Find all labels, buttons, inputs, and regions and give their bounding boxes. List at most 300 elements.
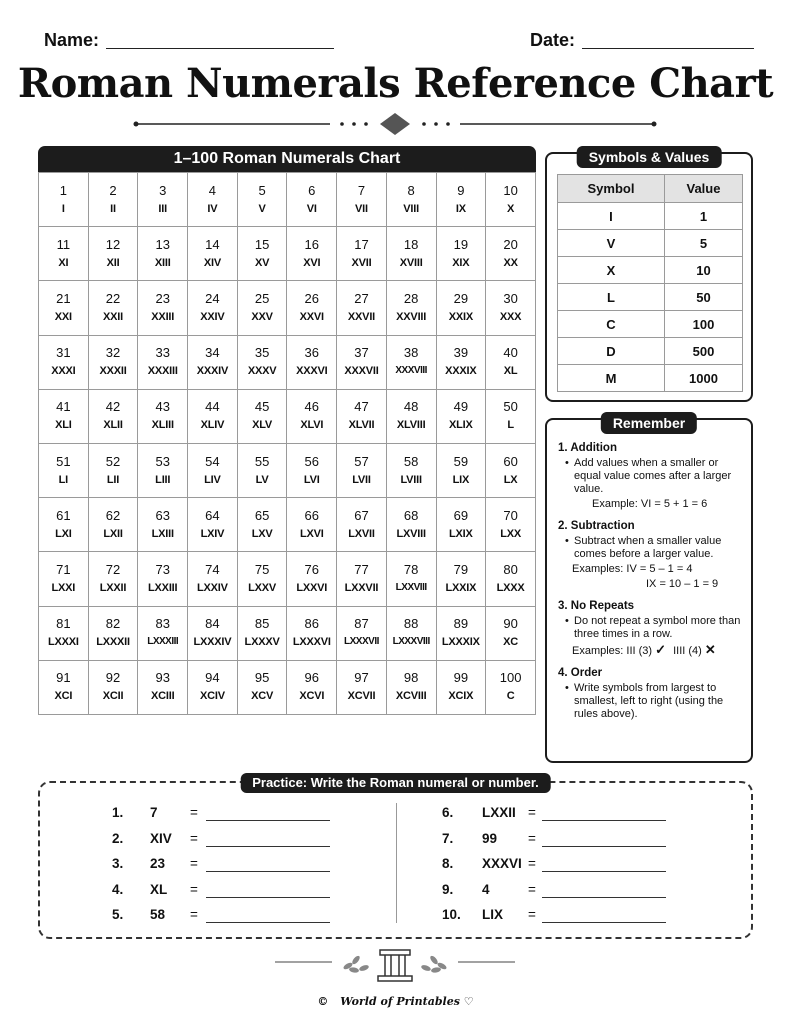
numeral-cell (486, 281, 536, 335)
grid-row (39, 498, 536, 552)
date-field[interactable] (582, 48, 754, 49)
numeral-cell (237, 552, 287, 606)
arabic-number: 22 (105, 290, 121, 306)
numeral-cell (138, 281, 188, 335)
symbol-row (558, 230, 743, 257)
arabic-number: 68 (403, 507, 419, 523)
value-cell: 5 (664, 230, 742, 257)
rule-heading: 1. Addition (558, 442, 617, 454)
roman-numeral: XXXII (99, 365, 127, 378)
name-label: Name: (44, 30, 100, 50)
roman-numeral: XXIX (448, 310, 473, 323)
grid-row (39, 443, 536, 497)
equals-sign: = (190, 881, 198, 897)
roman-numeral: LXXVII (344, 581, 379, 594)
practice-item (442, 856, 742, 882)
arabic-number: 61 (56, 507, 71, 523)
roman-numeral: XLVII (348, 419, 375, 432)
practice-question: LXXII (482, 805, 516, 820)
cross-icon: ✕ (704, 642, 716, 657)
numeral-cell (386, 335, 436, 389)
arabic-number: 31 (56, 345, 71, 361)
numeral-cell (436, 335, 486, 389)
numeral-cell (337, 173, 387, 227)
roman-numeral: LXXVIII (395, 581, 427, 593)
date-label: Date: (530, 30, 576, 50)
numeral-cell (337, 606, 387, 660)
roman-numeral: XI (58, 256, 69, 269)
numeral-cell (237, 443, 287, 497)
roman-numeral: XXXVI (296, 365, 328, 378)
roman-numeral: LVII (352, 473, 371, 486)
roman-numeral: XLI (55, 419, 72, 432)
roman-numeral: XXV (251, 310, 273, 323)
rule-text: • Subtract when a smaller value comes before a larger value. (558, 535, 748, 561)
numeral-cell (287, 335, 337, 389)
rule-example (558, 643, 748, 658)
symbol-row (558, 203, 743, 230)
roman-numeral: XV (254, 256, 270, 269)
numeral-cell (39, 335, 89, 389)
arabic-number: 97 (354, 670, 369, 686)
numeral-cell (337, 281, 387, 335)
roman-numeral: LIII (155, 473, 171, 486)
practice-number: 3. (112, 856, 124, 871)
practice-number: 1. (112, 805, 124, 820)
arabic-number: 54 (205, 453, 220, 469)
practice-question: XXXVI (482, 856, 522, 871)
symbol-cell: L (558, 284, 665, 311)
numeral-cell (337, 498, 387, 552)
numeral-cell (138, 443, 188, 497)
numeral-cell (386, 389, 436, 443)
numeral-cell (237, 606, 287, 660)
practice-question: 99 (482, 830, 498, 846)
numeral-cell (188, 173, 238, 227)
numeral-cell (188, 660, 238, 714)
numeral-cell (39, 660, 89, 714)
arabic-number: 41 (56, 399, 71, 415)
numeral-cell (436, 173, 486, 227)
roman-numeral: LXXIX (445, 581, 477, 594)
practice-question: 4 (482, 881, 490, 897)
practice-item (442, 831, 742, 857)
equals-sign: = (528, 881, 536, 897)
arabic-number: 60 (503, 453, 518, 469)
numeral-cell (436, 606, 486, 660)
grid-row (39, 660, 536, 714)
numeral-cell (436, 498, 486, 552)
roman-numeral: IV (207, 202, 218, 215)
arabic-number: 58 (403, 453, 419, 469)
numeral-cell (39, 552, 89, 606)
arabic-number: 16 (304, 236, 320, 252)
arabic-number: 77 (354, 561, 369, 577)
arabic-number: 89 (453, 616, 469, 632)
equals-sign: = (528, 856, 536, 871)
arabic-number: 76 (304, 561, 320, 577)
arabic-number: 10 (503, 182, 518, 198)
roman-numeral: XLIX (449, 419, 473, 432)
arabic-number: 51 (56, 453, 71, 469)
arabic-number: 48 (403, 399, 419, 415)
roman-numeral: XXIII (151, 310, 175, 323)
numeral-cell (188, 552, 238, 606)
arabic-number: 20 (503, 236, 518, 252)
roman-numeral: LXXI (51, 581, 76, 594)
numeral-cell (237, 281, 287, 335)
arabic-number: 53 (155, 453, 170, 469)
arabic-number: 49 (453, 399, 469, 415)
symbol-row (558, 284, 743, 311)
value-cell: 10 (664, 257, 742, 284)
roman-numeral: XVIII (399, 256, 423, 269)
rule-heading: 2. Subtraction (558, 520, 635, 532)
practice-number: 4. (112, 881, 124, 897)
numeral-cell (436, 443, 486, 497)
symbol-cell: M (558, 365, 665, 392)
numeral-cell (188, 443, 238, 497)
symbol-cell: I (558, 203, 665, 230)
roman-numeral: XCI (54, 690, 73, 703)
roman-numeral: LXII (103, 527, 123, 540)
footer-brand (0, 995, 791, 1008)
arabic-number: 9 (457, 182, 465, 198)
arabic-number: 28 (403, 290, 419, 306)
practice-number: 8. (442, 856, 454, 871)
arabic-number: 40 (503, 345, 518, 361)
arabic-number: 17 (354, 236, 369, 252)
roman-numeral: LXXX (496, 581, 525, 594)
numeral-cell (337, 335, 387, 389)
arabic-number: 44 (205, 399, 220, 415)
practice-item (442, 805, 742, 831)
value-cell: 100 (664, 311, 742, 338)
arabic-number: 50 (503, 399, 518, 415)
arabic-number: 14 (205, 236, 220, 252)
practice-question: XL (150, 881, 168, 897)
numeral-cell (188, 389, 238, 443)
practice-item (112, 856, 412, 882)
numeral-cell (287, 443, 337, 497)
arabic-number: 47 (354, 399, 369, 415)
arabic-number: 79 (453, 561, 469, 577)
roman-numeral: LXXXII (96, 636, 130, 649)
arabic-number: 3 (159, 182, 167, 198)
answer-field[interactable] (542, 871, 666, 872)
numeral-cell (138, 173, 188, 227)
numeral-cell (138, 227, 188, 281)
arabic-number: 12 (105, 236, 121, 252)
title-ornament (130, 112, 660, 136)
numeral-cell (386, 660, 436, 714)
answer-field[interactable] (206, 897, 330, 898)
numeral-cell (237, 660, 287, 714)
roman-numeral: XLVI (300, 419, 324, 432)
arabic-number: 19 (453, 236, 469, 252)
numerals-grid (38, 172, 536, 715)
numeral-cell (88, 443, 138, 497)
brand-name: World of Printables (340, 995, 460, 1008)
numeral-cell (39, 389, 89, 443)
numeral-cell (386, 498, 436, 552)
roman-numeral: LXIV (200, 527, 225, 540)
roman-numeral: XXVI (299, 310, 324, 323)
symbol-cell: D (558, 338, 665, 365)
numeral-cell (436, 660, 486, 714)
roman-numeral: XXI (54, 310, 72, 323)
numeral-cell (88, 660, 138, 714)
arabic-number: 69 (453, 507, 469, 523)
roman-numeral: LXVIII (396, 527, 426, 540)
roman-numeral: C (506, 690, 515, 703)
arabic-number: 84 (205, 616, 220, 632)
arabic-number: 25 (254, 290, 270, 306)
roman-numeral: XIII (154, 256, 171, 269)
roman-numeral: XXXI (51, 365, 76, 378)
arabic-number: 33 (155, 345, 170, 361)
practice-item (112, 882, 412, 908)
roman-numeral: LXXXV (244, 636, 280, 649)
example-incorrect: IIII (4) (673, 645, 702, 657)
numeral-cell (138, 606, 188, 660)
numeral-cell (237, 227, 287, 281)
rule-example: Examples: IV = 5 – 1 = 4 (572, 563, 693, 575)
arabic-number: 96 (304, 670, 320, 686)
numeral-cell (486, 227, 536, 281)
arabic-number: 67 (354, 507, 369, 523)
remember-panel-title: Remember (601, 412, 697, 434)
numeral-cell (337, 389, 387, 443)
equals-sign: = (528, 830, 536, 846)
arabic-number: 85 (254, 616, 270, 632)
roman-numeral: XCIV (199, 690, 225, 703)
answer-field[interactable] (206, 871, 330, 872)
rule-heading: 4. Order (558, 667, 603, 679)
roman-numeral: XXXIII (147, 365, 178, 378)
arabic-number: 5 (258, 182, 266, 198)
numeral-cell (386, 281, 436, 335)
roman-numeral: XXXV (247, 365, 277, 378)
rule-addition (558, 442, 748, 511)
roman-numeral: LXXII (99, 581, 127, 594)
column-pillar-icon (270, 946, 520, 986)
numeral-cell (188, 335, 238, 389)
roman-numeral: V (258, 202, 266, 215)
roman-numeral: LXXXIX (441, 636, 480, 649)
answer-field[interactable] (206, 922, 330, 923)
arabic-number: 94 (205, 670, 220, 686)
answer-field[interactable] (206, 820, 330, 821)
arabic-number: 30 (503, 290, 518, 306)
roman-numeral: XCVIII (395, 690, 427, 703)
roman-numeral: LXXXVIII (392, 636, 430, 648)
practice-question: 58 (150, 907, 166, 922)
roman-numeral: I (61, 202, 65, 215)
numeral-cell (287, 389, 337, 443)
grid-row (39, 335, 536, 389)
numeral-cell (486, 606, 536, 660)
roman-numeral: XXXVII (344, 365, 379, 378)
arabic-number: 91 (56, 670, 71, 686)
arabic-number: 4 (208, 182, 217, 198)
roman-numeral: VII (355, 202, 368, 215)
practice-number: 9. (442, 881, 454, 897)
roman-numeral: XIX (452, 256, 470, 269)
numeral-cell (287, 498, 337, 552)
answer-field[interactable] (542, 820, 666, 821)
numeral-cell (138, 660, 188, 714)
arabic-number: 92 (105, 670, 121, 686)
roman-numeral: LXXXI (47, 636, 79, 649)
numeral-cell (287, 281, 337, 335)
roman-numeral: XVI (303, 256, 321, 269)
numeral-cell (337, 660, 387, 714)
arabic-number: 2 (109, 182, 117, 198)
arabic-number: 73 (155, 561, 170, 577)
roman-numeral: LXV (251, 527, 273, 540)
roman-numeral: XLVIII (396, 419, 426, 432)
arabic-number: 42 (105, 399, 121, 415)
arabic-number: 83 (155, 616, 170, 632)
arabic-number: 46 (304, 399, 320, 415)
rule-order (558, 667, 748, 721)
roman-numeral: III (158, 202, 167, 215)
numeral-cell (287, 606, 337, 660)
arabic-number: 65 (254, 507, 270, 523)
equals-sign: = (528, 907, 536, 922)
grid-row (39, 552, 536, 606)
roman-numeral: XCIII (150, 690, 175, 703)
numeral-cell (88, 173, 138, 227)
numeral-cell (138, 552, 188, 606)
practice-item (112, 805, 412, 831)
numeral-cell (237, 498, 287, 552)
arabic-number: 18 (403, 236, 419, 252)
remember-rules (558, 442, 748, 730)
numeral-cell (486, 389, 536, 443)
arabic-number: 27 (354, 290, 369, 306)
roman-numeral: XCV (251, 690, 274, 703)
practice-item (442, 882, 742, 908)
rule-subtraction (558, 520, 748, 591)
roman-numeral: LV (255, 473, 269, 486)
answer-field[interactable] (542, 846, 666, 847)
roman-numeral: LXI (55, 527, 72, 540)
arabic-number: 87 (354, 616, 369, 632)
practice-item (442, 907, 742, 933)
arabic-number: 32 (105, 345, 121, 361)
arabic-number: 71 (56, 561, 71, 577)
numeral-cell (138, 335, 188, 389)
numeral-cell (436, 281, 486, 335)
numeral-cell (486, 660, 536, 714)
roman-numeral: LXIII (151, 527, 174, 540)
arabic-number: 29 (453, 290, 469, 306)
arabic-number: 59 (453, 453, 469, 469)
roman-numeral: LVI (303, 473, 320, 486)
symbol-row (558, 365, 743, 392)
arabic-number: 75 (254, 561, 270, 577)
answer-field[interactable] (542, 922, 666, 923)
arabic-number: 7 (357, 182, 366, 198)
numeral-cell (287, 227, 337, 281)
practice-question: LIX (482, 907, 504, 922)
numeral-cell (486, 173, 536, 227)
roman-numeral: XCIX (448, 690, 474, 703)
numeral-cell (337, 443, 387, 497)
equals-sign: = (190, 805, 198, 820)
arabic-number: 35 (254, 345, 270, 361)
roman-numeral: LX (503, 473, 518, 486)
numeral-cell (39, 498, 89, 552)
answer-field[interactable] (542, 897, 666, 898)
numeral-cell (287, 660, 337, 714)
roman-numeral: LII (106, 473, 120, 486)
numeral-cell (88, 606, 138, 660)
numeral-cell (436, 552, 486, 606)
roman-numeral: XC (503, 636, 519, 649)
practice-number: 5. (112, 907, 124, 922)
roman-numeral: XX (503, 256, 518, 269)
roman-numeral: XXVII (347, 310, 376, 323)
roman-numeral: IX (455, 202, 466, 215)
roman-numeral: XLIV (200, 419, 225, 432)
numeral-cell (386, 443, 436, 497)
numeral-cell (486, 443, 536, 497)
numeral-cell (386, 173, 436, 227)
arabic-number: 99 (453, 670, 469, 686)
numeral-cell (188, 498, 238, 552)
name-field[interactable] (106, 48, 334, 49)
arabic-number: 66 (304, 507, 320, 523)
practice-item (112, 907, 412, 933)
roman-numeral: LXIX (449, 527, 473, 540)
numeral-cell (237, 335, 287, 389)
arabic-number: 72 (105, 561, 121, 577)
symbol-row (558, 338, 743, 365)
symbols-table (557, 174, 743, 392)
grid-row (39, 227, 536, 281)
arabic-number: 23 (155, 290, 170, 306)
grid-row (39, 606, 536, 660)
arabic-number: 98 (403, 670, 419, 686)
practice-number: 7. (442, 830, 454, 846)
symbol-row (558, 257, 743, 284)
numeral-cell (88, 227, 138, 281)
rule-no-repeats (558, 600, 748, 658)
rule-example: IX = 10 – 1 = 9 (646, 578, 719, 590)
numeral-cell (88, 498, 138, 552)
numeral-cell (88, 552, 138, 606)
roman-numeral: LXXXVI (292, 636, 331, 649)
roman-numeral: LXXIII (148, 581, 178, 594)
arabic-number: 70 (503, 507, 518, 523)
numeral-cell (88, 281, 138, 335)
roman-numeral: XCVII (347, 690, 376, 703)
arabic-number: 55 (254, 453, 270, 469)
roman-numeral: II (110, 202, 116, 215)
arabic-number: 78 (403, 561, 419, 577)
roman-numeral: XXIV (200, 310, 225, 323)
answer-field[interactable] (206, 846, 330, 847)
arabic-number: 93 (155, 670, 170, 686)
numeral-cell (436, 389, 486, 443)
numeral-cell (237, 173, 287, 227)
equals-sign: = (190, 907, 198, 922)
roman-numeral: X (507, 202, 515, 215)
grid-row (39, 173, 536, 227)
